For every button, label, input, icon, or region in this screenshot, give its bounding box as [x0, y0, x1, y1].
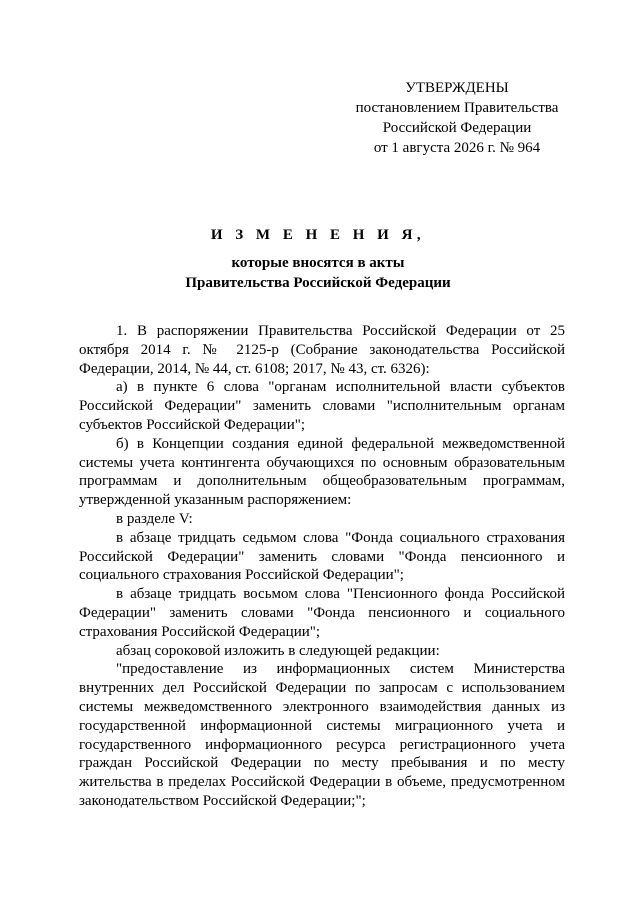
document-body	[79, 322, 565, 811]
approval-date-line: от 1 августа 2026 г. № 964	[373, 140, 541, 156]
approval-authority-line: Российской Федерации	[382, 120, 532, 136]
title-subheading: которые вносятся в акты	[231, 255, 405, 271]
approval-by-line: постановлением Правительства	[355, 100, 559, 116]
approval-heading: УТВЕРЖДЕНЫ	[405, 80, 509, 96]
paragraph: в разделе V:	[116, 510, 193, 527]
paragraph: б) в Концепции создания единой федеральной межведомственной системы учета контингента обучающихся по основным образовательным программам и дополнительным общеобразовательным программам, утвержденной указанным распоряжением:	[79, 435, 565, 509]
paragraph: а) в пункте 6 слова "органам исполнительной власти субъектов Российской Федерации" заменить словами "исполнительным органам субъектов Российской Федерации";	[79, 379, 565, 433]
approval-stamp	[340, 78, 574, 158]
title-authority: Правительства Российской Федерации	[185, 275, 451, 291]
paragraph: "предоставление из информационных систем Министерства внутренних дел Российской Федерации по запросам с использованием системы межведомственного электронного взаимодействия данных из государственной информационной системы миграционного учета и государственного информационного ресурса регистрационного учета граждан Российской Федерации по месту пребывания и по месту жительства в пределах Российской Федерации в объеме, предусмотренном законодательством Российской Федерации;";	[79, 661, 565, 809]
title-heading: И З М Е Н Е Н И Я,	[210, 227, 426, 243]
paragraph: в абзаце тридцать восьмом слова "Пенсионного фонда Российской Федерации" заменить словами "Фонда пенсионного и социального страхования Российской Федерации";	[79, 586, 565, 640]
paragraph: в абзаце тридцать седьмом слова "Фонда социального страхования Российской Федерации" заменить словами "Фонда пенсионного и социального страхования Российской Федерации";	[79, 529, 565, 584]
paragraph: абзац сороковой изложить в следующей редакции:	[116, 642, 440, 659]
document-title	[60, 225, 576, 293]
paragraph: 1. В распоряжении Правительства Российской Федерации от 25 октября 2014 г. № 2125-р (Собрание законодательства Российской Федерации, 2014, № 44, ст. 6108; 2017, № 43, ст. 6326):	[79, 323, 565, 377]
